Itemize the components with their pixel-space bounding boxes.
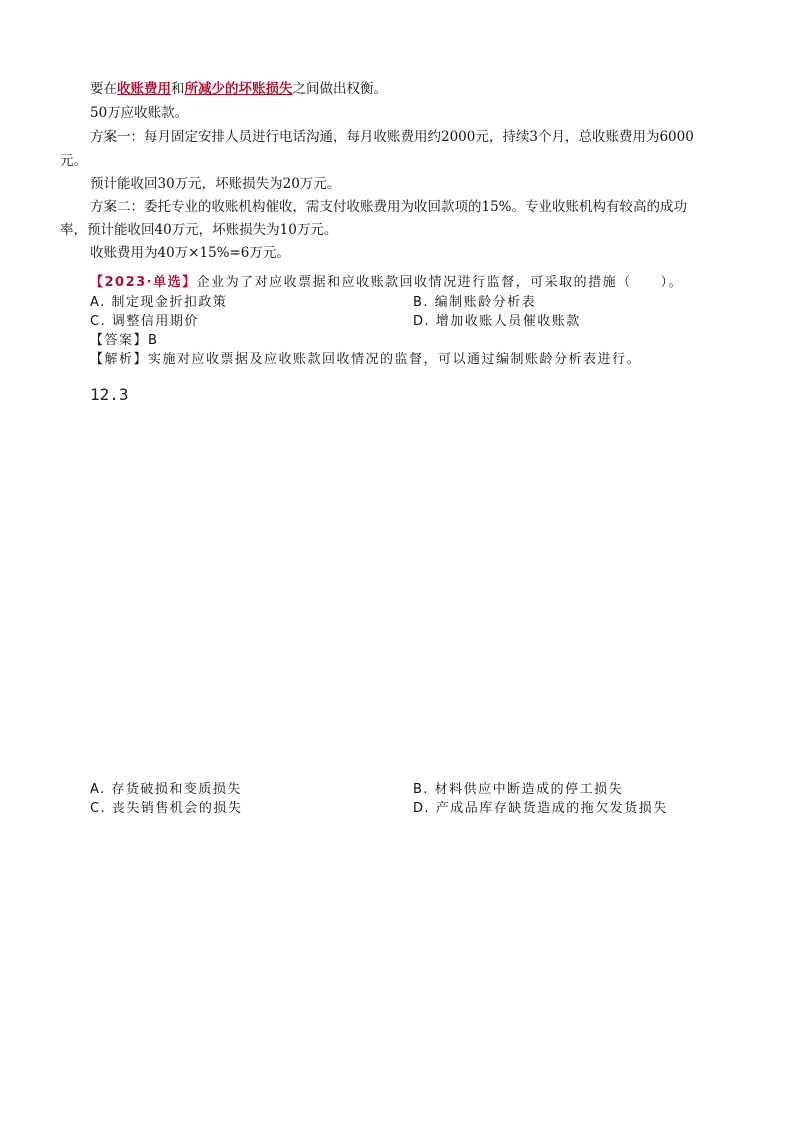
question-text: 企业为了对应收票据和应收账款回收情况进行监督，可采取的措施（ ）。 (196, 275, 684, 290)
question-tag: 【2023·单选】 (90, 275, 197, 290)
link-bad-debt-reduction[interactable]: 所减少的坏账损失 (184, 81, 293, 97)
section-number: 12.3 (90, 385, 129, 404)
analysis-line: 【解析】实施对应收票据及应收账款回收情况的监督，可以通过编制账龄分析表进行。 (90, 352, 642, 367)
option-c: C. 调整信用期价 (90, 314, 199, 329)
option-a: A. 制定现金折扣政策 (90, 295, 228, 310)
question-stem (90, 274, 683, 292)
line-plan-two-cost: 收账费用为40万×15%=6万元。 (90, 245, 290, 261)
text-prefix: 要在 (90, 81, 117, 97)
link-collection-cost[interactable]: 收账费用 (117, 81, 171, 97)
text-mid: 和 (171, 81, 185, 97)
option2-a: A. 存货破损和变质损失 (90, 782, 242, 797)
line-plan-one-cont: 元。 (60, 153, 87, 169)
line-plan-two: 方案二：委托专业的收账机构催收，需支付收账费用为收回款项的15%。专业收账机构有较高的成功 (90, 199, 688, 215)
option2-d: D. 产成品库存缺货造成的拖欠发货损失 (413, 801, 668, 816)
line-plan-one: 方案一：每月固定安排人员进行电话沟通，每月收账费用约2000元，持续3个月，总收账费用为6000 (90, 129, 694, 145)
option-d: D. 增加收账人员催收账款 (413, 314, 581, 329)
answer-line: 【答案】B (90, 333, 159, 348)
para-tradeoff (90, 80, 387, 98)
text-suffix: 之间做出权衡。 (292, 81, 387, 97)
option2-b: B. 材料供应中断造成的停工损失 (413, 782, 624, 797)
line-plan-one-result: 预计能收回30万元，坏账损失为20万元。 (90, 176, 341, 192)
option-b: B. 编制账龄分析表 (413, 295, 537, 310)
line-receivable-amount: 50万应收账款。 (90, 105, 189, 121)
option2-c: C. 丧失销售机会的损失 (90, 801, 243, 816)
line-plan-two-cont: 率，预计能收回40万元，坏账损失为10万元。 (60, 222, 338, 238)
